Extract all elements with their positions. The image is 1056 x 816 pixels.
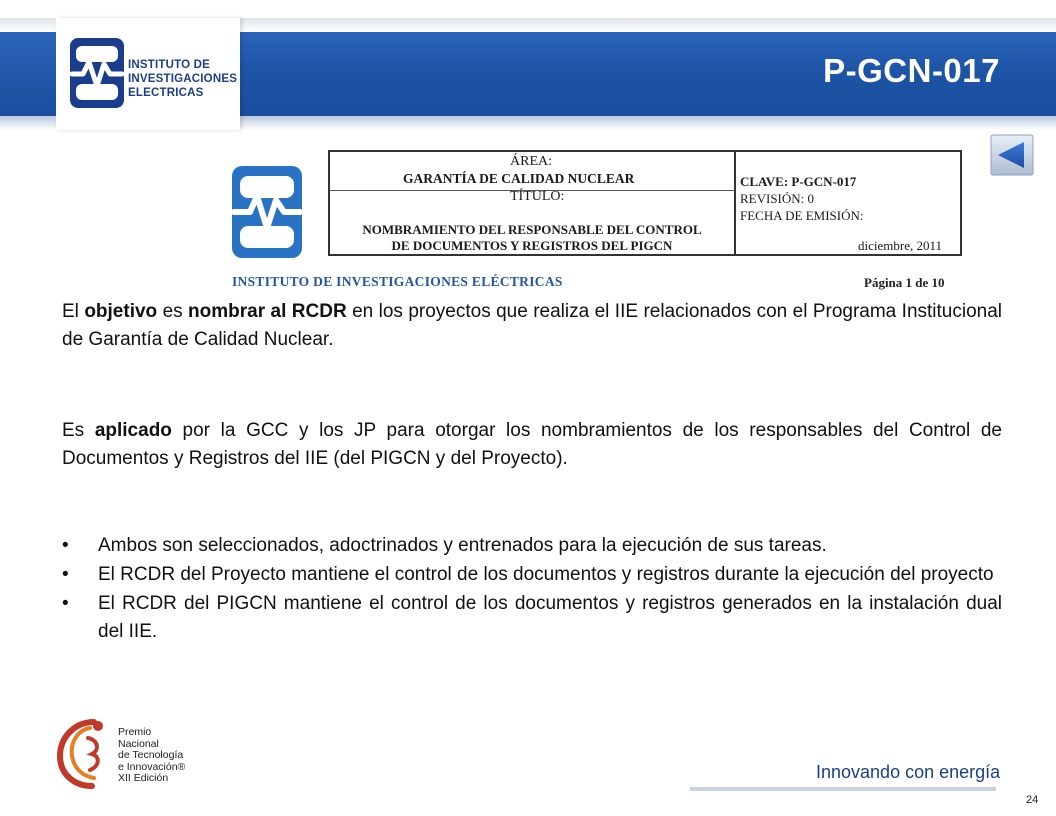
doc-fecha-value: diciembre, 2011: [858, 238, 942, 253]
tagline: Innovando con energía: [816, 762, 1001, 782]
list-item: [62, 590, 1002, 646]
tagline-underline: [690, 787, 996, 791]
doc-org-name: INSTITUTO DE INVESTIGACIONES ELÉCTRICAS: [232, 274, 563, 289]
document-code-title: P-GCN-017: [823, 52, 1000, 89]
p1-bold-rcdr: nombrar al RCDR: [188, 301, 347, 322]
doc-header-table: [328, 150, 962, 256]
doc-title-line-1: NOMBRAMIENTO DEL RESPONSABLE DEL CONTROL: [362, 222, 702, 237]
logo-line-1: INSTITUTO DE: [128, 59, 211, 71]
p2-bold-aplicado: aplicado: [94, 420, 172, 441]
p1-text-d: en los proyectos que realiza el IIE relacionados con el Programa Institucional de Garantía de Calidad Nuclear.: [62, 301, 1002, 350]
list-item: [62, 532, 1002, 560]
award-logo-icon: [54, 714, 118, 790]
doc-title-line-2: DE DOCUMENTOS Y REGISTROS DEL PIGCN: [391, 238, 673, 253]
bullet-text-1: Ambos son seleccionados, adoctrinados y entrenados para la ejecución de sus tareas.: [98, 535, 827, 556]
doc-left-column: [330, 152, 736, 254]
p1-text-c: es: [157, 301, 189, 322]
bullet-text-3: El RCDR del PIGCN mantiene el control de los documentos y registros generados en la instalación dual del IIE.: [98, 593, 1002, 642]
objective-paragraph: [62, 298, 1002, 354]
bullet-text-2: El RCDR del Proyecto mantiene el control de los documentos y registros durante la ejecución del proyecto: [98, 564, 994, 585]
bullet-icon: •: [62, 535, 69, 556]
back-button[interactable]: [990, 134, 1034, 176]
bullet-icon: •: [62, 593, 69, 614]
header-band-left: [0, 32, 60, 116]
award-line-2: Nacional: [118, 737, 159, 750]
bullet-icon: •: [62, 564, 69, 585]
doc-iie-logo-icon: [232, 166, 302, 258]
slide-page-number: 24: [1026, 794, 1039, 806]
document-header-image: [226, 148, 966, 288]
bullet-list: [62, 532, 1002, 647]
doc-page-indicator: Página 1 de 10: [864, 275, 945, 290]
application-paragraph: [62, 417, 1002, 473]
iie-logo: [56, 18, 240, 130]
p2-text-c: por la GCC y los JP para otorgar los nombramientos de los responsables del Control de Documentos y Registros del IIE (del PIGCN y del Proyecto).: [62, 420, 1002, 469]
award-text: [118, 727, 185, 785]
doc-area-value: GARANTÍA DE CALIDAD NUCLEAR: [403, 171, 635, 186]
award-line-3: de Tecnología: [118, 749, 184, 761]
doc-fecha-label: FECHA DE EMISIÓN:: [740, 208, 864, 223]
award-line-5: XII Edición: [118, 772, 169, 784]
p1-text-a: El: [62, 301, 85, 322]
logo-line-3: ELECTRICAS: [128, 87, 204, 99]
iie-logo-text: [128, 58, 237, 100]
doc-revision: REVISIÓN: 0: [740, 191, 815, 206]
doc-area-label: ÁREA:: [510, 154, 552, 169]
award-line-1: Premio: [118, 726, 152, 738]
award-line-4: e Innovación®: [118, 760, 186, 773]
p1-bold-objetivo: objetivo: [84, 301, 158, 322]
iie-logo-mark-icon: [70, 38, 124, 108]
doc-title-label: TÍTULO:: [510, 189, 565, 204]
list-item: [62, 561, 1002, 589]
p2-text-a: Es: [62, 420, 95, 441]
doc-clave: CLAVE: P-GCN-017: [740, 174, 857, 189]
logo-line-2: INVESTIGACIONES: [128, 73, 238, 85]
